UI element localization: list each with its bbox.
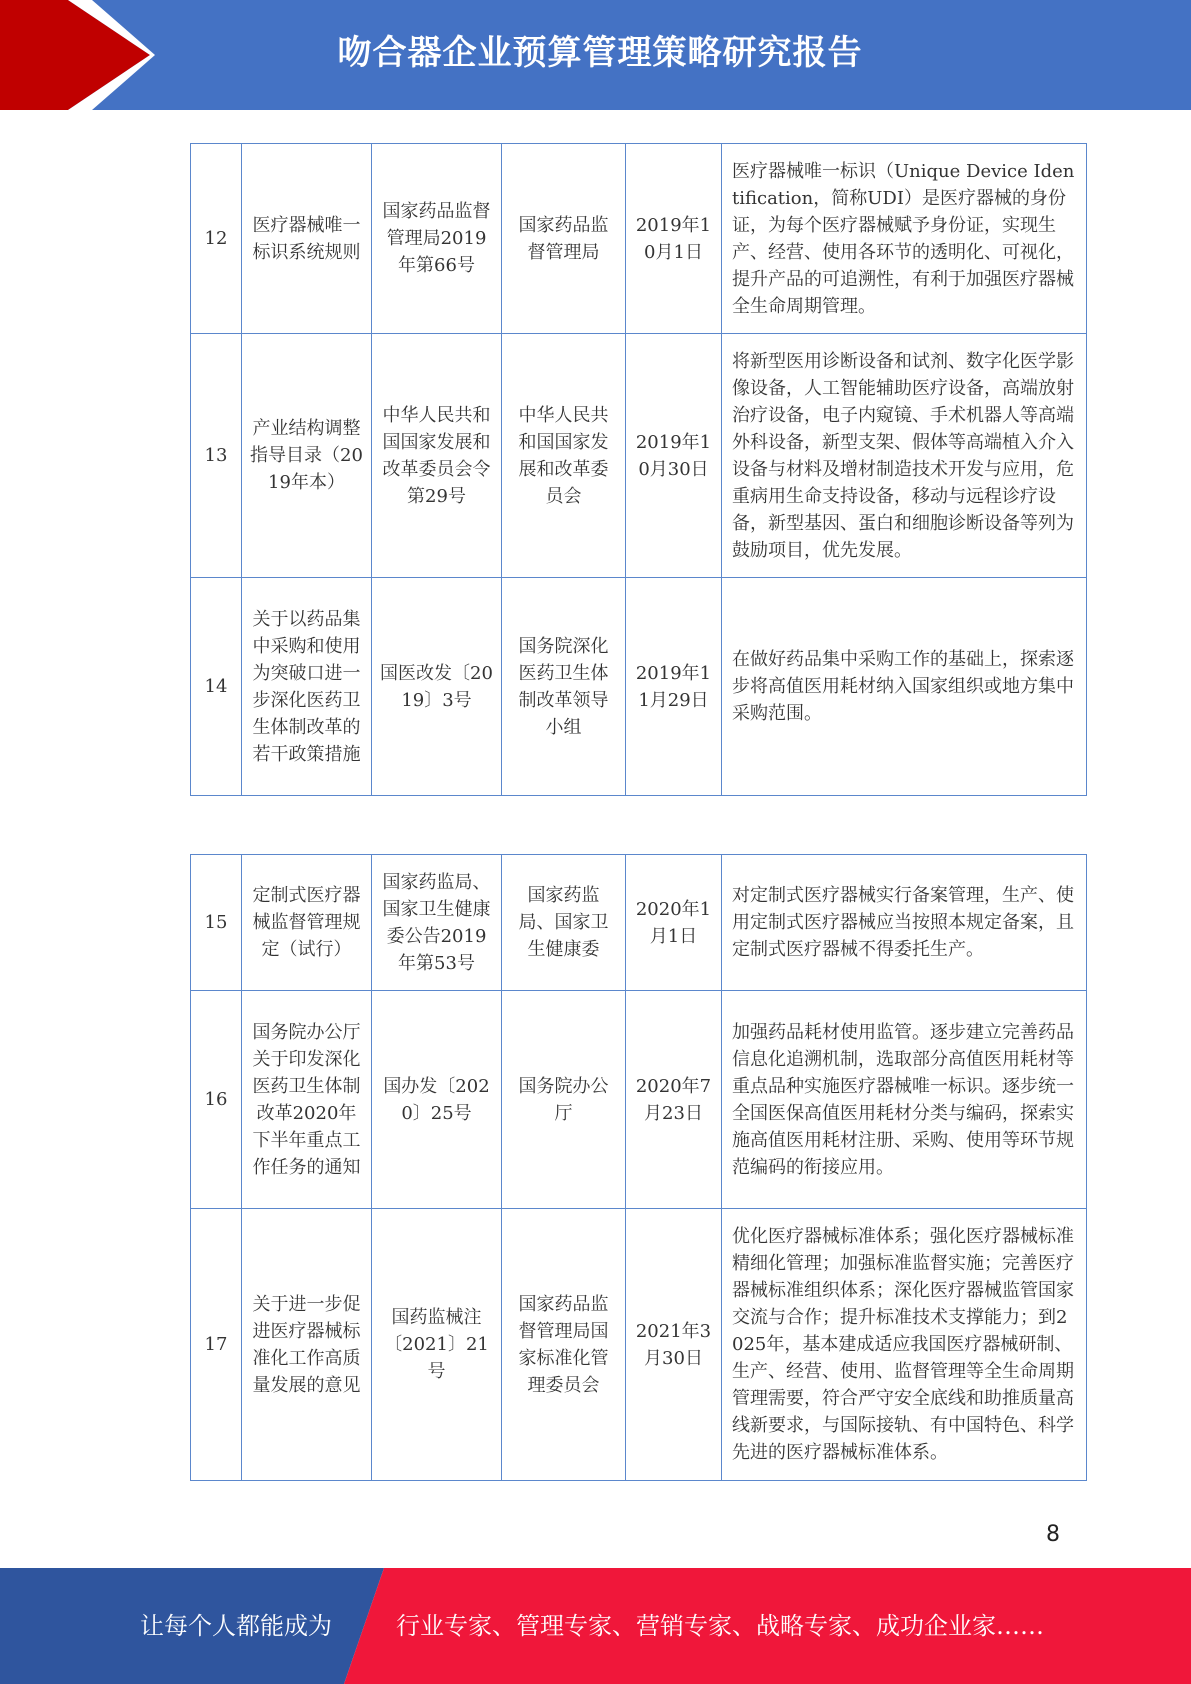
row-number: 17 <box>191 1209 242 1481</box>
policy-name: 国务院办公厅关于印发深化医药卫生体制改革2020年下半年重点工作任务的通知 <box>242 991 372 1209</box>
issuing-agency: 国务院深化医药卫生体制改革领导小组 <box>502 578 626 796</box>
row-number: 15 <box>191 855 242 991</box>
row-number: 12 <box>191 144 242 334</box>
effective-date: 2021年3月30日 <box>626 1209 722 1481</box>
policy-name: 关于进一步促进医疗器械标准化工作高质量发展的意见 <box>242 1209 372 1481</box>
table-row <box>191 578 1087 796</box>
header-bar <box>0 0 1191 110</box>
policy-table-2 <box>190 854 1087 1481</box>
document-number: 国药监械注〔2021〕21号 <box>372 1209 502 1481</box>
issuing-agency: 国家药品监督管理局 <box>502 144 626 334</box>
row-number: 13 <box>191 334 242 578</box>
footer-bar <box>0 1568 1191 1684</box>
policy-content: 将新型医用诊断设备和试剂、数字化医学影像设备，人工智能辅助医疗设备，高端放射治疗设备，电子内窥镜、手术机器人等高端外科设备，新型支架、假体等高端植入介入设备与材料及增材制造技术开发与应用，危重病用生命支持设备，移动与远程诊疗设备，新型基因、蛋白和细胞诊断设备等列为鼓励项目，优先发展。 <box>722 334 1087 578</box>
policy-content: 在做好药品集中采购工作的基础上，探索逐步将高值医用耗材纳入国家组织或地方集中采购范围。 <box>722 578 1087 796</box>
issuing-agency: 国家药监局、国家卫生健康委 <box>502 855 626 991</box>
row-number: 16 <box>191 991 242 1209</box>
policy-content: 医疗器械唯一标识（Unique Device Identification，简称UDI）是医疗器械的身份证，为每个医疗器械赋予身份证，实现生产、经营、使用各环节的透明化、可视化，提升产品的可追溯性，有利于加强医疗器械全生命周期管理。 <box>722 144 1087 334</box>
effective-date: 2019年10月1日 <box>626 144 722 334</box>
effective-date: 2020年1月1日 <box>626 855 722 991</box>
policy-name: 关于以药品集中采购和使用为突破口进一步深化医药卫生体制改革的若干政策措施 <box>242 578 372 796</box>
table-row <box>191 855 1087 991</box>
policy-content: 加强药品耗材使用监管。逐步建立完善药品信息化追溯机制，选取部分高值医用耗材等重点品种实施医疗器械唯一标识。逐步统一全国医保高值医用耗材分类与编码，探索实施高值医用耗材注册、采购、使用等环节规范编码的衔接应用。 <box>722 991 1087 1209</box>
policy-table-1 <box>190 143 1087 796</box>
policy-content: 对定制式医疗器械实行备案管理，生产、使用定制式医疗器械应当按照本规定备案，且定制式医疗器械不得委托生产。 <box>722 855 1087 991</box>
policy-name: 医疗器械唯一标识系统规则 <box>242 144 372 334</box>
effective-date: 2019年10月30日 <box>626 334 722 578</box>
footer-slogan-left: 让每个人都能成为 <box>140 1612 332 1640</box>
document-number: 国家药品监督管理局2019年第66号 <box>372 144 502 334</box>
header-red-chevron <box>0 0 150 110</box>
page-number: 8 <box>1046 1522 1060 1547</box>
document-number: 国家药监局、国家卫生健康委公告2019年第53号 <box>372 855 502 991</box>
policy-content: 优化医疗器械标准体系；强化医疗器械标准精细化管理；加强标准监督实施；完善医疗器械标准组织体系；深化医疗器械监管国家交流与合作；提升标准技术支撑能力；到2025年，基本建成适应我国医疗器械研制、生产、经营、使用、监督管理等全生命周期管理需要，符合严守安全底线和助推质量高线新要求，与国际接轨、有中国特色、科学先进的医疗器械标准体系。 <box>722 1209 1087 1481</box>
policy-name: 定制式医疗器械监督管理规定（试行） <box>242 855 372 991</box>
document-number: 国办发〔2020〕25号 <box>372 991 502 1209</box>
document-number: 中华人民共和国国家发展和改革委员会令第29号 <box>372 334 502 578</box>
row-number: 14 <box>191 578 242 796</box>
effective-date: 2020年7月23日 <box>626 991 722 1209</box>
page-title: 吻合器企业预算管理策略研究报告 <box>337 33 863 73</box>
table-row <box>191 144 1087 334</box>
issuing-agency: 中华人民共和国国家发展和改革委员会 <box>502 334 626 578</box>
policy-name: 产业结构调整指导目录（2019年本） <box>242 334 372 578</box>
table-row <box>191 1209 1087 1481</box>
issuing-agency: 国家药品监督管理局国家标准化管理委员会 <box>502 1209 626 1481</box>
issuing-agency: 国务院办公厅 <box>502 991 626 1209</box>
table-row <box>191 991 1087 1209</box>
table-row <box>191 334 1087 578</box>
document-number: 国医改发〔2019〕3号 <box>372 578 502 796</box>
footer-slogan-right: 行业专家、管理专家、营销专家、战略专家、成功企业家…… <box>396 1612 1044 1640</box>
effective-date: 2019年11月29日 <box>626 578 722 796</box>
